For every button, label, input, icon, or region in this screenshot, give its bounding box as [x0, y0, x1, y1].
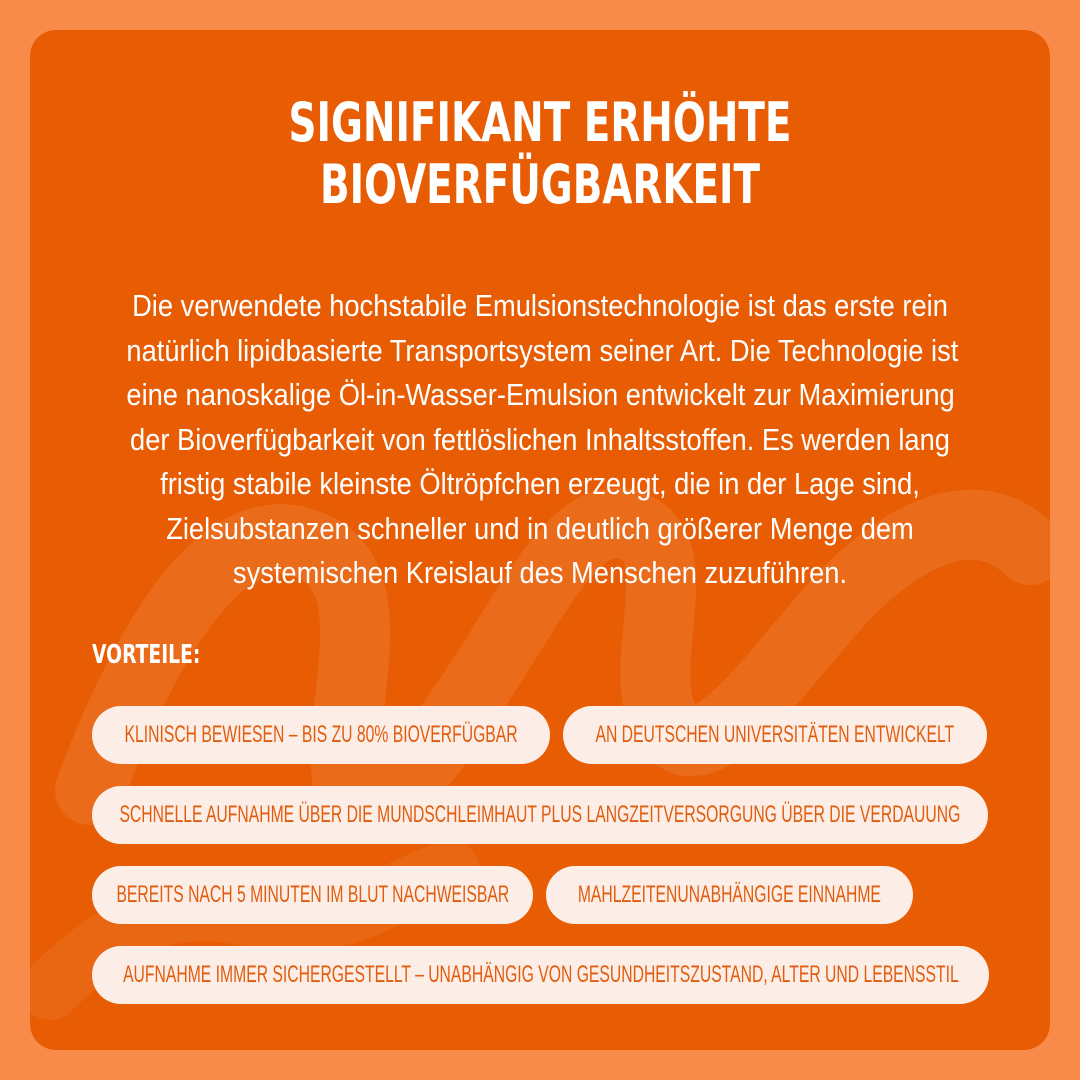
advantage-pill-label: MAHLZEITENUNABHÄNGIGE EINNAHME — [577, 881, 882, 908]
advantage-pill — [92, 786, 988, 844]
advantage-pill-label: SCHNELLE AUFNAHME ÜBER DIE MUNDSCHLEIMHAUT PLUS LANGZEITVERSORGUNG ÜBER DIE VERDAUUNG — [119, 801, 961, 828]
advantage-pill — [563, 706, 987, 764]
content-panel — [30, 30, 1050, 1050]
advantages-heading: VORTEILE: — [92, 640, 201, 670]
description-line: systemischen Kreislauf des Menschen zuzuführen. — [232, 555, 848, 590]
page-title-line-1: SIGNIFIKANT ERHÖHTE — [288, 91, 792, 154]
advantage-pill — [92, 706, 550, 764]
description-line: der Bioverfügbarkeit von fettlöslichen Inhaltsstoffen. Es werden lang — [130, 421, 950, 457]
advantage-pill — [92, 946, 989, 1004]
description-line: eine nanoskalige Öl-in-Wasser-Emulsion entwickelt zur Maximierung — [126, 377, 955, 412]
description-paragraph — [70, 284, 1010, 596]
advantage-pill — [92, 866, 533, 924]
description-line: fristig stabile kleinste Öltröpfchen erzeugt, die in der Lage sind, — [160, 466, 920, 501]
advantage-pill — [546, 866, 913, 924]
advantage-pill-label: KLINISCH BEWIESEN – BIS ZU 80% BIOVERFÜGBAR — [124, 721, 518, 748]
description-line: Zielsubstanzen schneller und in deutlich größerer Menge dem — [166, 510, 914, 546]
advantage-pill-label: AN DEUTSCHEN UNIVERSITÄTEN ENTWICKELT — [595, 721, 955, 748]
description-line: natürlich lipidbasierte Transportsystem seiner Art. Die Technologie ist — [126, 332, 959, 368]
description-line: Die verwendete hochstabile Emulsionstechnologie ist das erste rein — [132, 288, 948, 323]
page-title-line-2: BIOVERFÜGBARKEIT — [319, 153, 761, 216]
page-title — [173, 92, 907, 216]
advantage-pill-label: AUFNAHME IMMER SICHERGESTELLT – UNABHÄNGIG VON GESUNDHEITSZUSTAND, ALTER UND LEBENSSTIL — [122, 961, 959, 988]
advantage-pill-label: BEREITS NACH 5 MINUTEN IM BLUT NACHWEISBAR — [116, 881, 509, 908]
